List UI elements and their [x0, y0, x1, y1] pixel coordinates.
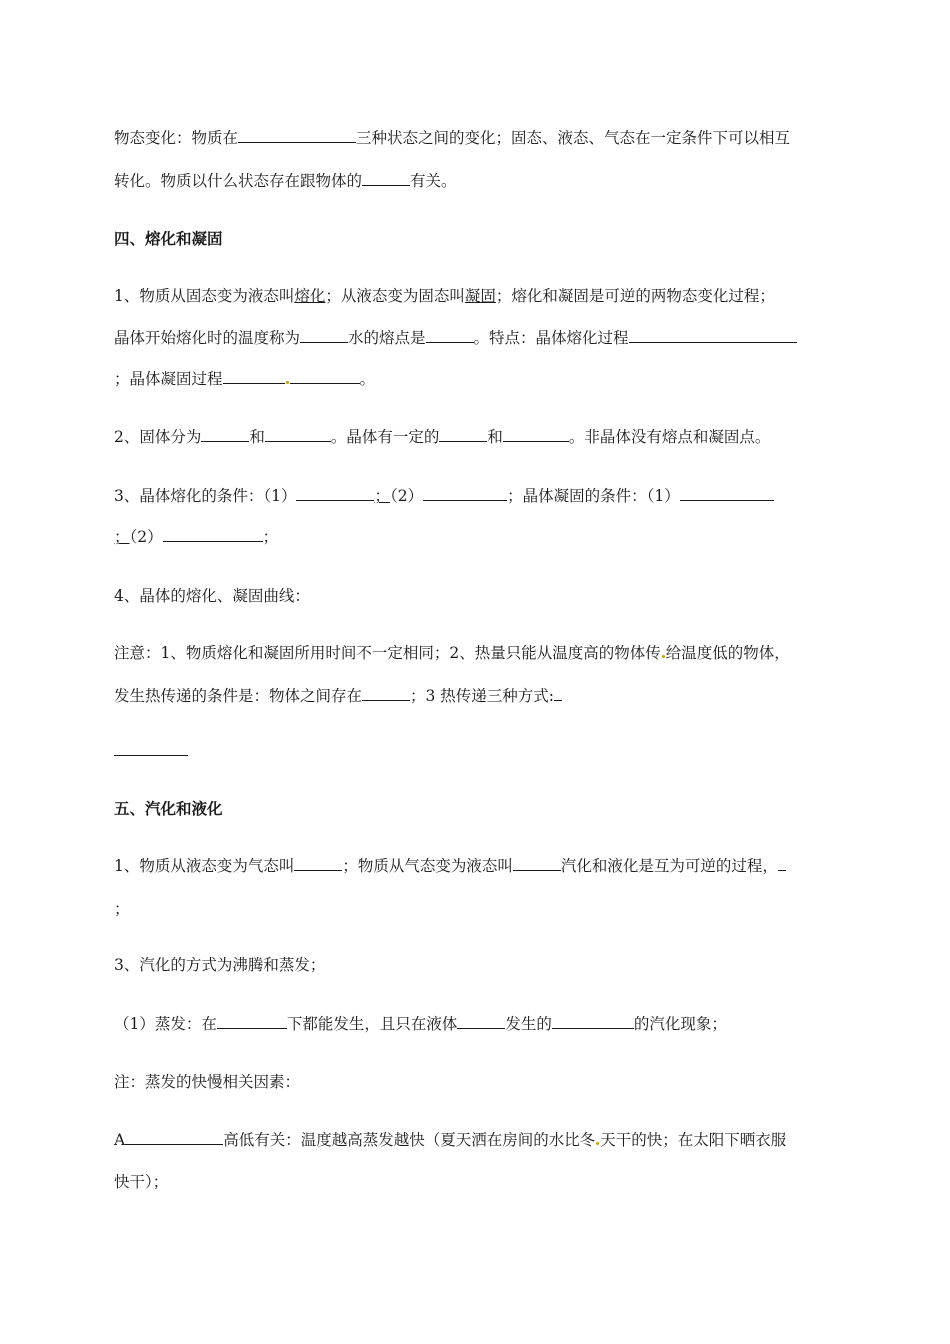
fill-blank [552, 1013, 634, 1029]
text-line [114, 426, 770, 448]
text-line [114, 855, 786, 877]
text-line: 3、汽化的方式为沸腾和蒸发； [114, 956, 326, 974]
text: 2、固体分为 [114, 428, 202, 446]
fill-blank [201, 426, 249, 442]
underlined-term: 熔化 [294, 287, 326, 305]
text: 1、物质从液态变为气态叫 [114, 857, 295, 875]
text: 下都能发生，且只在液体 [286, 1015, 458, 1033]
fill-blank [629, 327, 797, 343]
text: ；晶体凝固过程 [114, 370, 223, 388]
text: 。 [359, 370, 376, 388]
text: ；晶体凝固的条件：（1） [507, 487, 680, 505]
section-heading: 四、熔化和凝固 [114, 229, 223, 248]
mark-dot [596, 1142, 599, 1145]
text: 给温度低的物体， [665, 644, 790, 662]
text: ；3 热传递三种方式: [410, 687, 555, 705]
text: 。非晶体没有熔点和凝固点。 [568, 428, 771, 446]
fill-blank [296, 485, 374, 501]
fill-blank [423, 485, 507, 501]
text: 物态变化：物质在 [114, 129, 239, 147]
text-line [114, 368, 375, 390]
underlined-term: 凝固 [464, 287, 496, 305]
text: 发生的 [505, 1015, 552, 1033]
text: 三种状态之间的变化；固态、液态、气态在一定条件下可以相互 [356, 129, 791, 147]
text-line [114, 740, 188, 762]
text: 水的熔点是 [348, 329, 426, 347]
fill-blank [300, 327, 348, 343]
text: （2） [390, 487, 424, 505]
text: ； [114, 528, 130, 546]
text-line [114, 1013, 727, 1035]
fill-blank [513, 855, 561, 871]
fill-blank [680, 485, 774, 501]
text-line [114, 526, 278, 548]
text: ； [262, 528, 279, 546]
text: 的汽化现象； [633, 1015, 727, 1033]
text: 汽化和液化是互为可逆的过程， [560, 857, 778, 875]
text-line: 快干）； [114, 1173, 169, 1191]
fill-blank [163, 526, 263, 542]
text: ； [374, 487, 390, 505]
fill-blank [290, 368, 360, 384]
fill-blank [238, 127, 356, 143]
fill-blank [554, 685, 562, 701]
fill-blank [217, 1013, 287, 1029]
text-line [114, 685, 562, 707]
text-line: ； [114, 900, 130, 918]
text: 晶体开始熔化时的温度称为 [114, 329, 301, 347]
text: 和 [487, 428, 503, 446]
text: 注意：1、物质熔化和凝固所用时间不一定相同；2、热量只能从温度高的物体传 [114, 644, 661, 662]
text: 3、晶体熔化的条件：（1） [114, 487, 297, 505]
text: 天干的快；在太阳下晒衣服 [600, 1131, 787, 1149]
fill-blank [223, 368, 285, 384]
text: （1）蒸发：在 [114, 1015, 217, 1033]
text: 和 [249, 428, 265, 446]
text: 1、物质从固态变为液态叫 [114, 287, 295, 305]
text: A [114, 1131, 126, 1149]
text-line [114, 642, 790, 664]
fill-blank [362, 685, 410, 701]
fill-blank [439, 426, 487, 442]
text-line [114, 485, 774, 507]
text-line [114, 1129, 786, 1151]
text: ；从液态变为固态叫 [325, 287, 465, 305]
text-line [114, 170, 457, 192]
text-line [114, 327, 797, 349]
fill-blank [294, 855, 342, 871]
text: 。特点：晶体熔化过程 [473, 329, 629, 347]
text: 转化。物质以什么状态存在跟物体的 [114, 172, 363, 190]
fill-blank [265, 426, 331, 442]
text: 。晶体有一定的 [330, 428, 440, 446]
section-heading: 五、汽化和液化 [114, 799, 223, 818]
text: ；熔化和凝固是可逆的两物态变化过程； [495, 287, 775, 305]
text: ；物质从气态变为液态叫 [342, 857, 513, 875]
mark-dot [662, 655, 665, 658]
text: （2） [129, 528, 163, 546]
fill-blank [362, 170, 410, 186]
fill-blank [457, 1013, 505, 1029]
text-line: 注：蒸发的快慢相关因素： [114, 1073, 301, 1091]
fill-blank [114, 740, 188, 756]
text: 发生热传递的条件是：物体之间存在 [114, 687, 363, 705]
text-line: 4、晶体的熔化、凝固曲线： [114, 587, 310, 605]
text-line [114, 127, 790, 149]
mark-dot [286, 381, 289, 384]
text: 高低有关：温度越高蒸发越快（夏天洒在房间的水比冬 [223, 1131, 596, 1149]
text: 有关。 [410, 172, 457, 190]
fill-blank [778, 855, 786, 871]
fill-blank [503, 426, 569, 442]
text-line [114, 285, 775, 307]
fill-blank [125, 1129, 223, 1145]
fill-blank [426, 327, 474, 343]
